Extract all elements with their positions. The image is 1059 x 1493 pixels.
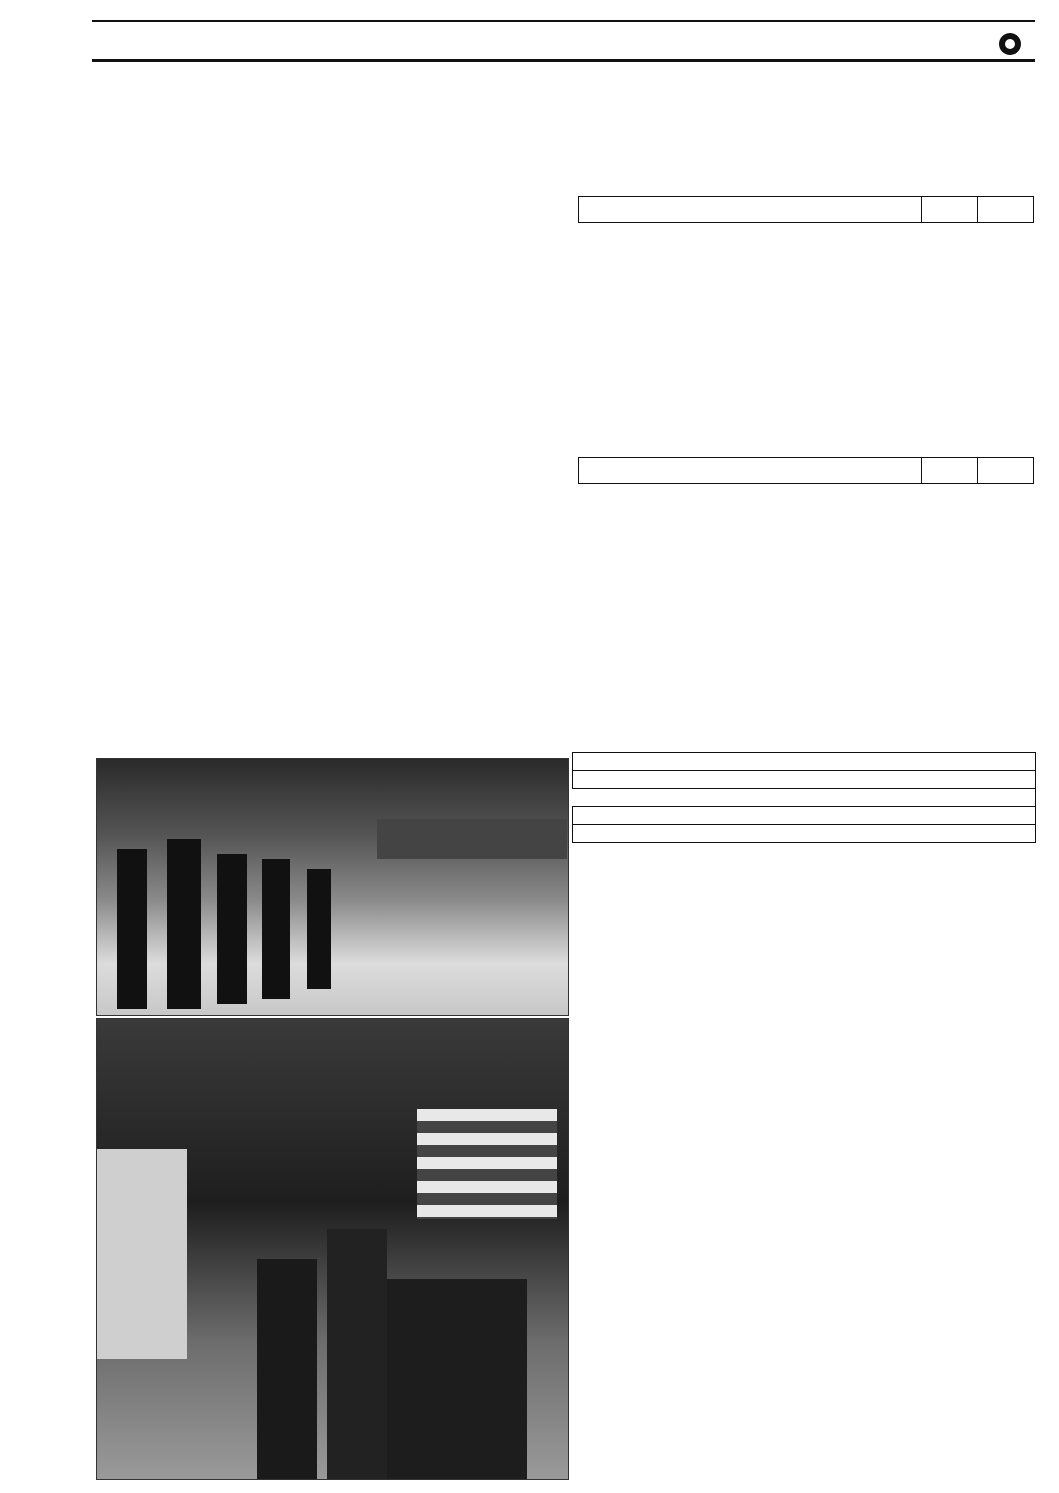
photo-award-ceremony xyxy=(96,1018,569,1480)
photo-flag xyxy=(417,1109,557,1219)
standings-subtitle xyxy=(573,771,1036,789)
standings-title xyxy=(573,753,1036,771)
photo-figure xyxy=(167,839,201,1009)
photo-figure xyxy=(307,869,331,989)
photo-figure xyxy=(262,859,290,999)
page-header xyxy=(92,14,1035,60)
photo-figure xyxy=(217,854,247,1004)
round-1-header xyxy=(922,197,978,223)
matchday-label xyxy=(579,458,922,484)
photo-banner xyxy=(97,1149,187,1359)
photo-figure xyxy=(257,1259,317,1479)
standings-table xyxy=(572,752,1036,843)
round-1-header xyxy=(922,458,978,484)
photo-figure xyxy=(327,1229,387,1479)
photo-stands xyxy=(377,819,567,859)
matchday-label xyxy=(579,197,922,223)
football-icon xyxy=(999,33,1021,55)
header-bottom-rule xyxy=(92,59,1035,62)
header-top-rule xyxy=(92,20,1035,22)
round-2-header xyxy=(978,197,1034,223)
matchday-22-table xyxy=(578,457,1034,484)
section-name xyxy=(999,28,1027,59)
matchday-21-table xyxy=(578,196,1034,223)
photo-figure xyxy=(387,1279,527,1479)
round-2-header xyxy=(978,458,1034,484)
photo-athletes-lineup xyxy=(96,758,569,1016)
photo-figure xyxy=(117,849,147,1009)
